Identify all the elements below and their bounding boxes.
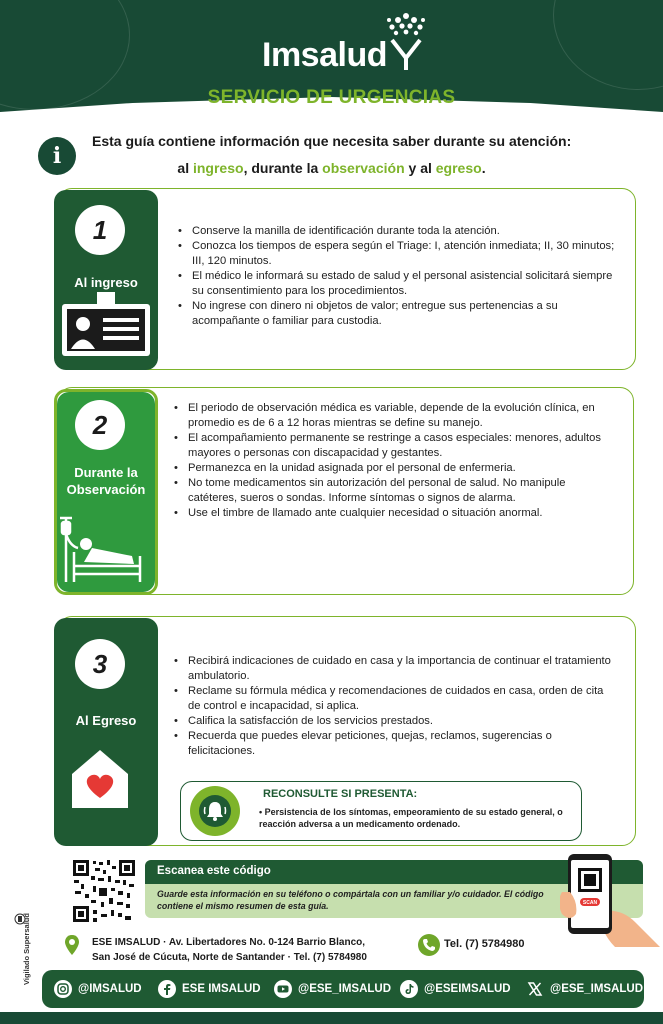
intro-line-1: Esta guía contiene información que necesita saber durante su atención: <box>92 133 572 149</box>
address-line-2: San José de Cúcuta, Norte de Santander · Tel. (7) 5784980 <box>92 952 367 963</box>
list-item: • Use el timbre de llamado ante cualquier necesidad o situación anormal. <box>172 506 612 521</box>
section-label: Al Egreso <box>75 713 137 728</box>
intro-highlight-ingreso: ingreso <box>192 160 244 176</box>
brand-logo-text: Imsalud <box>262 36 387 74</box>
list-item: • Permanezca en la unidad asignada por el personal de enfermeria. <box>172 461 612 476</box>
intro-highlight-observacion: observación <box>322 160 405 176</box>
social-youtube-link[interactable] <box>274 978 394 1000</box>
service-title: SERVICIO DE URGENCIAS <box>207 87 456 108</box>
bell-icon <box>190 786 240 836</box>
intro-text: . <box>481 160 486 176</box>
list-item: • El acompañamiento permanente se restringe a casos especiales: menores, adultos mayores o personas con discapacidad y gestantes. <box>172 431 612 461</box>
hospital-bed-icon <box>56 512 146 584</box>
location-pin-icon <box>65 935 79 955</box>
home-heart-icon <box>70 748 130 810</box>
x-icon <box>526 980 544 998</box>
phone-icon <box>418 934 440 956</box>
tree-logo-icon <box>384 8 428 72</box>
address-line-1: ESE IMSALUD · Av. Libertadores No. 0-124 Barrio Blanco, <box>92 937 366 948</box>
list-item: • Conserve la manilla de identificación durante toda la atención. <box>176 224 616 239</box>
list-item: • El periodo de observación médica es variable, depende de la evolución clínica, en promedio es de 6 a 12 horas mientras se define su manejo. <box>172 401 612 431</box>
telephone: Tel. (7) 5784980 <box>444 938 525 950</box>
list-item: • Reclame su fórmula médica y recomendaciones de cuidados en casa, orden de cita de control e incapacidad, si aplica. <box>172 684 612 714</box>
social-label: @ESE_IMSALUD <box>550 983 644 995</box>
decorative-arc <box>553 0 663 90</box>
section-egreso-list <box>172 654 612 759</box>
list-item: • Califica la satisfacción de los servicios prestados. <box>172 714 612 729</box>
section-observacion-list <box>172 401 612 521</box>
social-label: ESE IMSALUD <box>182 983 261 995</box>
phone-scan-label: SCAN <box>582 900 598 906</box>
intro-text: y al <box>404 160 436 176</box>
list-item: • No ingrese con dinero ni objetos de valor; entregue sus pertenencias a su acompañante o familiar para custodia. <box>176 299 616 329</box>
section-label: Al ingreso <box>74 275 138 290</box>
list-item: • El médico le informará su estado de salud y el personal asistencial solicitará siempre su consentimiento para los procedimientos. <box>176 269 616 299</box>
scan-title: Escanea este código <box>157 865 271 877</box>
intro-line-2 <box>0 160 663 176</box>
section-number: 2 <box>75 400 125 450</box>
info-icon: i <box>38 137 76 175</box>
list-item: • Conozca los tiempos de espera según el Triage: I, atención inmediata; II, 30 minutos; III, 120 minutos. <box>176 239 616 269</box>
qr-code <box>71 858 137 924</box>
footer-bar <box>0 1012 663 1024</box>
reconsult-box <box>180 781 582 841</box>
list-item: • No tome medicamentos sin autorización del personal de salud. No manipule catéteres, sueros o sondas. Informe síntomas o signos de alarma. <box>172 476 612 506</box>
vigilado-supersalud: Vigilado Supersalud <box>22 913 31 985</box>
section-label: Durante la Observación <box>66 465 146 497</box>
list-item: • Recibirá indicaciones de cuidado en casa y la importancia de continuar el tratamiento ambulatorio. <box>172 654 612 684</box>
intro-highlight-egreso: egreso <box>435 160 482 176</box>
phone-hand-icon <box>560 852 660 947</box>
list-item: • Recuerda que puedes elevar peticiones, quejas, reclamos, sugerencias o felicitaciones. <box>172 729 612 759</box>
section-number: 1 <box>75 205 125 255</box>
social-label: @ESEIMSALUD <box>424 983 511 995</box>
section-number: 3 <box>75 639 125 689</box>
social-x-link[interactable] <box>526 978 644 1000</box>
id-card-icon <box>61 292 151 358</box>
social-label: @IMSALUD <box>78 983 142 995</box>
facebook-icon <box>158 980 176 998</box>
social-bar <box>42 970 644 1008</box>
intro-text: , durante la <box>243 160 323 176</box>
instagram-icon <box>54 980 72 998</box>
reconsult-title: RECONSULTE SI PRESENTA: <box>263 788 418 800</box>
tiktok-icon <box>400 980 418 998</box>
social-facebook-link[interactable] <box>158 978 268 1000</box>
scan-text: Guarde esta información en su teléfono o compártala con un familiar y/o cuidador. El código contiene el mismo resumen de esta guía. <box>157 889 544 911</box>
youtube-icon <box>274 980 292 998</box>
address <box>92 935 422 965</box>
reconsult-text: • Persistencia de los síntomas, empeoramiento de su estado general, o reacción adversa a un medicamento ordenado. <box>259 807 563 829</box>
intro-text: al <box>177 160 193 176</box>
social-instagram-link[interactable] <box>54 978 154 1000</box>
social-tiktok-link[interactable] <box>400 978 520 1000</box>
section-ingreso-list <box>176 224 616 329</box>
social-label: @ESE_IMSALUD <box>298 983 392 995</box>
